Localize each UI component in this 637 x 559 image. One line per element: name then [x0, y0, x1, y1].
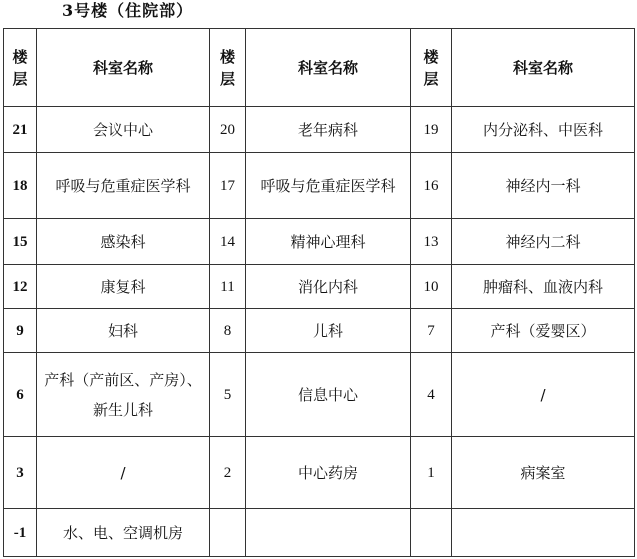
department-name: 中心药房 [246, 437, 411, 509]
floor-number: 18 [4, 153, 37, 219]
floor-number: 7 [411, 309, 452, 353]
floor-number: 21 [4, 107, 37, 153]
table-row [4, 153, 635, 219]
floor-number: 11 [210, 265, 246, 309]
department-name: 康复科 [37, 265, 210, 309]
department-name: 儿科 [246, 309, 411, 353]
department-name [246, 509, 411, 557]
department-name: 病案室 [452, 437, 635, 509]
document-title: 3号楼（住院部） [62, 1, 194, 20]
department-name: 精神心理科 [246, 219, 411, 265]
department-name: 产科（爱婴区） [452, 309, 635, 353]
floor-number: 5 [210, 353, 246, 437]
floor-number: 15 [4, 219, 37, 265]
floor-number: 6 [4, 353, 37, 437]
floor-number [210, 509, 246, 557]
floor-directory-table [3, 28, 635, 557]
table-header-row [4, 29, 635, 107]
table-row [4, 107, 635, 153]
table-row [4, 309, 635, 353]
floor-number: 3 [4, 437, 37, 509]
floor-number: 16 [411, 153, 452, 219]
department-name: 神经内二科 [452, 219, 635, 265]
department-name: 信息中心 [246, 353, 411, 437]
department-name: 老年病科 [246, 107, 411, 153]
table-row [4, 509, 635, 557]
department-name: 妇科 [37, 309, 210, 353]
department-name [452, 509, 635, 557]
department-name: 消化内科 [246, 265, 411, 309]
floor-number: 10 [411, 265, 452, 309]
department-name: 神经内一科 [452, 153, 635, 219]
department-name: 会议中心 [37, 107, 210, 153]
floor-number: 14 [210, 219, 246, 265]
floor-number: 1 [411, 437, 452, 509]
floor-number: 12 [4, 265, 37, 309]
header-dept-cell: 科室名称 [37, 29, 210, 107]
header-floor-cell: 楼 层 [4, 29, 37, 107]
floor-number: -1 [4, 509, 37, 557]
floor-number: 4 [411, 353, 452, 437]
floor-number [411, 509, 452, 557]
table-row [4, 219, 635, 265]
floor-number: 19 [411, 107, 452, 153]
header-floor-cell: 楼 层 [411, 29, 452, 107]
department-name: 呼吸与危重症医学科 [246, 153, 411, 219]
table-row [4, 437, 635, 509]
department-name: 内分泌科、中医科 [452, 107, 635, 153]
department-name: / [37, 437, 210, 509]
floor-number: 2 [210, 437, 246, 509]
department-name: / [452, 353, 635, 437]
header-dept-cell: 科室名称 [246, 29, 411, 107]
header-dept-cell: 科室名称 [452, 29, 635, 107]
table-row [4, 353, 635, 437]
department-name: 感染科 [37, 219, 210, 265]
department-name: 产科（产前区、产房）、 新生儿科 [37, 353, 210, 437]
header-floor-cell: 楼 层 [210, 29, 246, 107]
department-name: 肿瘤科、血液内科 [452, 265, 635, 309]
floor-number: 8 [210, 309, 246, 353]
department-name: 水、电、空调机房 [37, 509, 210, 557]
department-name: 呼吸与危重症医学科 [37, 153, 210, 219]
floor-number: 17 [210, 153, 246, 219]
floor-number: 20 [210, 107, 246, 153]
floor-number: 9 [4, 309, 37, 353]
floor-number: 13 [411, 219, 452, 265]
table-row [4, 265, 635, 309]
